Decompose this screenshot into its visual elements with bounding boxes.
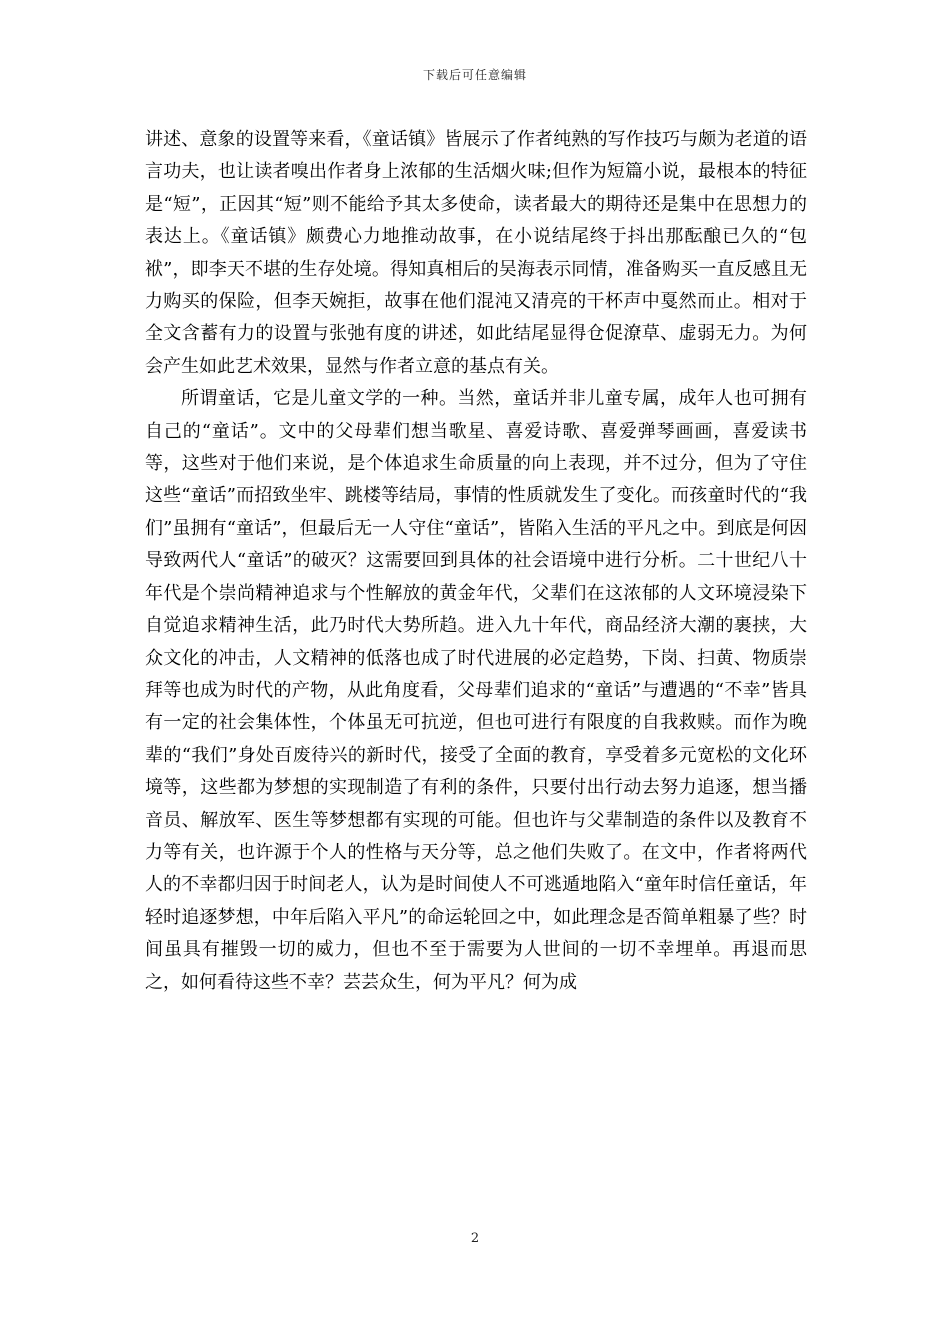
page-number: 2 xyxy=(470,1231,480,1246)
paragraph-fairy-tale: 所谓童话，它是儿童文学的一种。当然，童话并非儿童专属，成年人也可拥有自己的“童话”。文中的父母辈们想当歌星、喜爱诗歌、喜爱弹琴画画，喜爱读书等，这些对于他们来说，是个体追求生命质量的向上表现，并不过分，但为了守住这些“童话”而招致坐牢、跳楼等结局，事情的性质就发生了变化。而孩童时代的“我们”虽拥有“童话”，但最后无一人守住“童话”，皆陷入生活的平凡之中。到底是何因导致两代人“童话”的破灭？这需要回到具体的社会语境中进行分析。二十世纪八十年代是个崇尚精神追求与个性解放的黄金年代，父辈们在这浓郁的人文环境浸染下自觉追求精神生活，此乃时代大势所趋。进入九十年代，商品经济大潮的裹挟，大众文化的冲击，人文精神的低落也成了时代进展的必定趋势，下岗、扫黄、物质崇拜等也成为时代的产物，从此角度看，父母辈们追求的“童话”与遭遇的“不幸”皆具有一定的社会集体性，个体虽无可抗逆，但也可进行有限度的自我救赎。而作为晚辈的“我们”身处百废待兴的新时代，接受了全面的教育，享受着多元宽松的文化环境等，这些都为梦想的实现制造了有利的条件，只要付出行动去努力追逐，想当播音员、解放军、医生等梦想都有实现的可能。但也许与父辈制造的条件以及教育不力等有关，也许源于个人的性格与天分等，总之他们失败了。在文中，作者将两代人的不幸都归因于时间老人，认为是时间使人不可逃遁地陷入“童年时信任童话，年轻时追逐梦想，中年后陷入平凡”的命运轮回之中，如此理念是否简单粗暴了些？时间虽具有摧毁一切的威力，但也不至于需要为人世间的一切不幸埋单。再退而思之，如何看待这些不幸？芸芸众生，何为平凡？何为成 xyxy=(145,388,807,993)
page-header: 下载后可任意编辑 xyxy=(422,68,527,82)
paragraph-continued: 讲述、意象的设置等来看，《童话镇》皆展示了作者纯熟的写作技巧与颇为老道的语言功夫，也让读者嗅出作者身上浓郁的生活烟火味;但作为短篇小说，最根本的特征是“短”，正因其“短”则不能给予其太多使命，读者最大的期待还是集中在思想力的表达上。《童话镇》颇费心力地推动故事，在小说结尾终于抖出那酝酿已久的“包袱”，即李天不堪的生存处境。得知真相后的吴海表示同情，准备购买一直反感且无力购买的保险，但李天婉拒，故事在他们混沌又清亮的干杯声中戛然而止。相对于全文含蓄有力的设置与张弛有度的讲述，如此结尾显得仓促潦草、虚弱无力。为何会产生如此艺术效果，显然与作者立意的基点有关。 xyxy=(145,129,807,377)
document-body xyxy=(145,124,807,999)
